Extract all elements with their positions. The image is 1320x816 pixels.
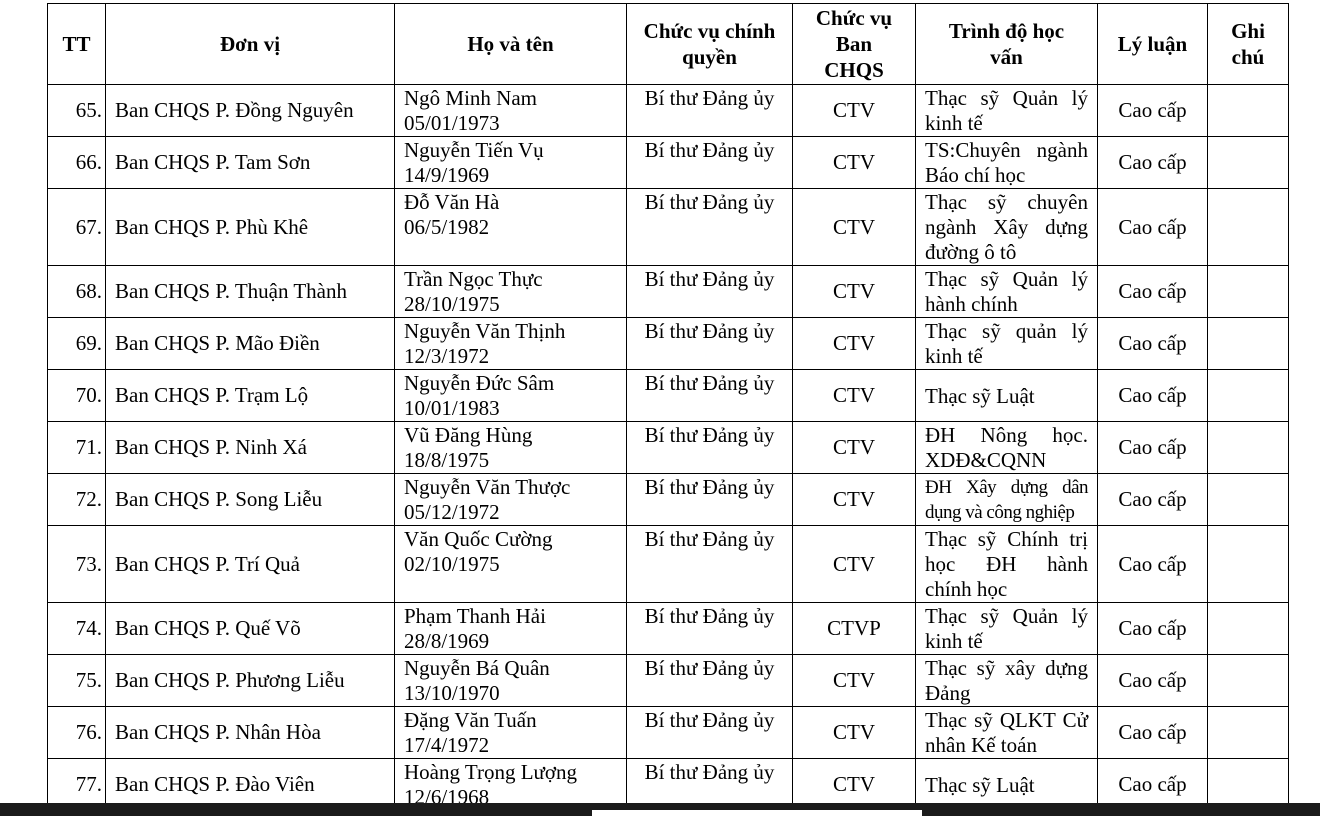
cell-note bbox=[1208, 759, 1289, 804]
person-dob: 02/10/1975 bbox=[404, 552, 500, 576]
person-name: Phạm Thanh Hải bbox=[404, 604, 546, 628]
cell-note bbox=[1208, 422, 1289, 474]
cell-chqs-position: CTV bbox=[793, 474, 916, 526]
cell-unit: Ban CHQS P. Phương Liễu bbox=[106, 655, 395, 707]
cell-education: Thạc sỹ Quản lý kinh tế bbox=[916, 603, 1098, 655]
table-row bbox=[48, 266, 1289, 318]
cell-gov-position: Bí thư Đảng ủy bbox=[627, 603, 793, 655]
table-row bbox=[48, 189, 1289, 266]
cell-name bbox=[395, 707, 627, 759]
cell-gov-position: Bí thư Đảng ủy bbox=[627, 526, 793, 603]
person-dob: 14/9/1969 bbox=[404, 163, 490, 187]
person-name: Đặng Văn Tuấn bbox=[404, 708, 537, 732]
header-education: Trình độ học vấn bbox=[916, 4, 1098, 85]
cell-theory: Cao cấp bbox=[1098, 759, 1208, 804]
person-dob: 28/10/1975 bbox=[404, 292, 500, 316]
cell-theory: Cao cấp bbox=[1098, 266, 1208, 318]
cell-note bbox=[1208, 474, 1289, 526]
cell-unit: Ban CHQS P. Quế Võ bbox=[106, 603, 395, 655]
cell-name bbox=[395, 603, 627, 655]
cell-education: Thạc sỹ quản lý kinh tế bbox=[916, 318, 1098, 370]
cell-education: TS:Chuyên ngành Báo chí học bbox=[916, 137, 1098, 189]
cell-unit: Ban CHQS P. Mão Điền bbox=[106, 318, 395, 370]
cell-theory: Cao cấp bbox=[1098, 370, 1208, 422]
cell-tt: 77. bbox=[48, 759, 106, 804]
person-name: Ngô Minh Nam bbox=[404, 86, 537, 110]
cell-theory: Cao cấp bbox=[1098, 137, 1208, 189]
person-dob: 05/01/1973 bbox=[404, 111, 500, 135]
cell-theory: Cao cấp bbox=[1098, 189, 1208, 266]
cell-theory: Cao cấp bbox=[1098, 422, 1208, 474]
cell-name bbox=[395, 85, 627, 137]
cell-gov-position: Bí thư Đảng ủy bbox=[627, 474, 793, 526]
cell-unit: Ban CHQS P. Đào Viên bbox=[106, 759, 395, 804]
cell-name bbox=[395, 526, 627, 603]
person-dob: 12/6/1968 bbox=[404, 785, 490, 803]
person-name: Văn Quốc Cường bbox=[404, 527, 553, 551]
cell-gov-position: Bí thư Đảng ủy bbox=[627, 707, 793, 759]
cell-name bbox=[395, 189, 627, 266]
personnel-table bbox=[47, 3, 1289, 803]
cell-education: Thạc sỹ Quản lý kinh tế bbox=[916, 85, 1098, 137]
cell-education: Thạc sỹ chuyên ngành Xây dựng đường ô tô bbox=[916, 189, 1098, 266]
cell-note bbox=[1208, 707, 1289, 759]
cell-tt: 67. bbox=[48, 189, 106, 266]
cell-chqs-position: CTV bbox=[793, 266, 916, 318]
cell-unit: Ban CHQS P. Ninh Xá bbox=[106, 422, 395, 474]
cell-unit: Ban CHQS P. Phù Khê bbox=[106, 189, 395, 266]
cell-unit: Ban CHQS P. Trí Quả bbox=[106, 526, 395, 603]
person-name: Hoàng Trọng Lượng bbox=[404, 760, 578, 784]
header-gov-position: Chức vụ chính quyền bbox=[627, 4, 793, 85]
table-row bbox=[48, 759, 1289, 804]
cell-gov-position: Bí thư Đảng ủy bbox=[627, 266, 793, 318]
cell-unit: Ban CHQS P. Thuận Thành bbox=[106, 266, 395, 318]
person-name: Nguyễn Tiến Vụ bbox=[404, 138, 544, 162]
cell-note bbox=[1208, 655, 1289, 707]
cell-tt: 75. bbox=[48, 655, 106, 707]
cell-note bbox=[1208, 370, 1289, 422]
table-row bbox=[48, 137, 1289, 189]
cell-tt: 76. bbox=[48, 707, 106, 759]
person-name: Trần Ngọc Thực bbox=[404, 267, 543, 291]
cell-education: Thạc sỹ Luật bbox=[916, 370, 1098, 422]
cell-gov-position: Bí thư Đảng ủy bbox=[627, 370, 793, 422]
person-dob: 13/10/1970 bbox=[404, 681, 500, 705]
cell-chqs-position: CTV bbox=[793, 370, 916, 422]
table-body bbox=[48, 85, 1289, 804]
cell-note bbox=[1208, 189, 1289, 266]
table-row bbox=[48, 655, 1289, 707]
cell-chqs-position: CTV bbox=[793, 422, 916, 474]
cell-gov-position: Bí thư Đảng ủy bbox=[627, 655, 793, 707]
cell-education: ĐH Xây dựng dân dụng và công nghiệp bbox=[916, 474, 1098, 526]
cell-unit: Ban CHQS P. Tam Sơn bbox=[106, 137, 395, 189]
taskbar bbox=[0, 803, 1320, 816]
cell-education: Thạc sỹ xây dựng Đảng bbox=[916, 655, 1098, 707]
cell-name bbox=[395, 474, 627, 526]
person-dob: 06/5/1982 bbox=[404, 215, 490, 239]
header-chqs-position: Chức vụ Ban CHQS bbox=[793, 4, 916, 85]
cell-tt: 71. bbox=[48, 422, 106, 474]
cell-gov-position: Bí thư Đảng ủy bbox=[627, 189, 793, 266]
cell-education: Thạc sỹ QLKT Cử nhân Kế toán bbox=[916, 707, 1098, 759]
cell-unit: Ban CHQS P. Nhân Hòa bbox=[106, 707, 395, 759]
person-name: Vũ Đăng Hùng bbox=[404, 423, 533, 447]
cell-name bbox=[395, 370, 627, 422]
table-row bbox=[48, 526, 1289, 603]
cell-education: Thạc sỹ Chính trị học ĐH hành chính học bbox=[916, 526, 1098, 603]
cell-name bbox=[395, 137, 627, 189]
table-row bbox=[48, 422, 1289, 474]
cell-gov-position: Bí thư Đảng ủy bbox=[627, 422, 793, 474]
cell-name bbox=[395, 759, 627, 804]
cell-name bbox=[395, 422, 627, 474]
cell-chqs-position: CTV bbox=[793, 526, 916, 603]
header-theory: Lý luận bbox=[1098, 4, 1208, 85]
cell-note bbox=[1208, 266, 1289, 318]
cell-chqs-position: CTV bbox=[793, 189, 916, 266]
person-dob: 18/8/1975 bbox=[404, 448, 490, 472]
header-name: Họ và tên bbox=[395, 4, 627, 85]
cell-chqs-position: CTVP bbox=[793, 603, 916, 655]
cell-note bbox=[1208, 318, 1289, 370]
cell-chqs-position: CTV bbox=[793, 707, 916, 759]
cell-theory: Cao cấp bbox=[1098, 85, 1208, 137]
cell-tt: 70. bbox=[48, 370, 106, 422]
cell-education: Thạc sỹ Luật bbox=[916, 759, 1098, 804]
table-row bbox=[48, 474, 1289, 526]
cell-theory: Cao cấp bbox=[1098, 655, 1208, 707]
cell-gov-position: Bí thư Đảng ủy bbox=[627, 137, 793, 189]
cell-tt: 72. bbox=[48, 474, 106, 526]
cell-tt: 65. bbox=[48, 85, 106, 137]
table-row bbox=[48, 85, 1289, 137]
cell-name bbox=[395, 655, 627, 707]
person-name: Nguyễn Văn Thược bbox=[404, 475, 571, 499]
cell-name bbox=[395, 318, 627, 370]
cell-unit: Ban CHQS P. Đồng Nguyên bbox=[106, 85, 395, 137]
person-dob: 05/12/1972 bbox=[404, 500, 500, 524]
cell-theory: Cao cấp bbox=[1098, 707, 1208, 759]
cell-theory: Cao cấp bbox=[1098, 474, 1208, 526]
cell-unit: Ban CHQS P. Trạm Lộ bbox=[106, 370, 395, 422]
person-dob: 28/8/1969 bbox=[404, 629, 490, 653]
cell-education: ĐH Nông học. XDĐ&CQNN bbox=[916, 422, 1098, 474]
cell-tt: 66. bbox=[48, 137, 106, 189]
cell-note bbox=[1208, 85, 1289, 137]
cell-note bbox=[1208, 137, 1289, 189]
cell-chqs-position: CTV bbox=[793, 318, 916, 370]
cell-theory: Cao cấp bbox=[1098, 318, 1208, 370]
person-name: Nguyễn Bá Quân bbox=[404, 656, 550, 680]
cell-chqs-position: CTV bbox=[793, 759, 916, 804]
person-dob: 12/3/1972 bbox=[404, 344, 490, 368]
person-name: Nguyễn Văn Thịnh bbox=[404, 319, 566, 343]
person-dob: 17/4/1972 bbox=[404, 733, 490, 757]
cell-unit: Ban CHQS P. Song Liễu bbox=[106, 474, 395, 526]
table-row bbox=[48, 707, 1289, 759]
cell-tt: 73. bbox=[48, 526, 106, 603]
table-row bbox=[48, 603, 1289, 655]
cell-chqs-position: CTV bbox=[793, 137, 916, 189]
cell-theory: Cao cấp bbox=[1098, 603, 1208, 655]
cell-note bbox=[1208, 603, 1289, 655]
cell-gov-position: Bí thư Đảng ủy bbox=[627, 759, 793, 804]
cell-name bbox=[395, 266, 627, 318]
cell-education: Thạc sỹ Quản lý hành chính bbox=[916, 266, 1098, 318]
header-note: Ghi chú bbox=[1208, 4, 1289, 85]
cell-chqs-position: CTV bbox=[793, 655, 916, 707]
cell-gov-position: Bí thư Đảng ủy bbox=[627, 318, 793, 370]
header-unit: Đơn vị bbox=[106, 4, 395, 85]
cell-note bbox=[1208, 526, 1289, 603]
person-name: Đỗ Văn Hà bbox=[404, 190, 500, 214]
cell-gov-position: Bí thư Đảng ủy bbox=[627, 85, 793, 137]
cell-chqs-position: CTV bbox=[793, 85, 916, 137]
table-row bbox=[48, 370, 1289, 422]
table-header-row bbox=[48, 4, 1289, 85]
cell-theory: Cao cấp bbox=[1098, 526, 1208, 603]
cell-tt: 74. bbox=[48, 603, 106, 655]
taskbar-search-box[interactable] bbox=[592, 810, 922, 816]
table-row bbox=[48, 318, 1289, 370]
cell-tt: 68. bbox=[48, 266, 106, 318]
person-dob: 10/01/1983 bbox=[404, 396, 500, 420]
cell-tt: 69. bbox=[48, 318, 106, 370]
person-name: Nguyễn Đức Sâm bbox=[404, 371, 555, 395]
header-tt: TT bbox=[48, 4, 106, 85]
